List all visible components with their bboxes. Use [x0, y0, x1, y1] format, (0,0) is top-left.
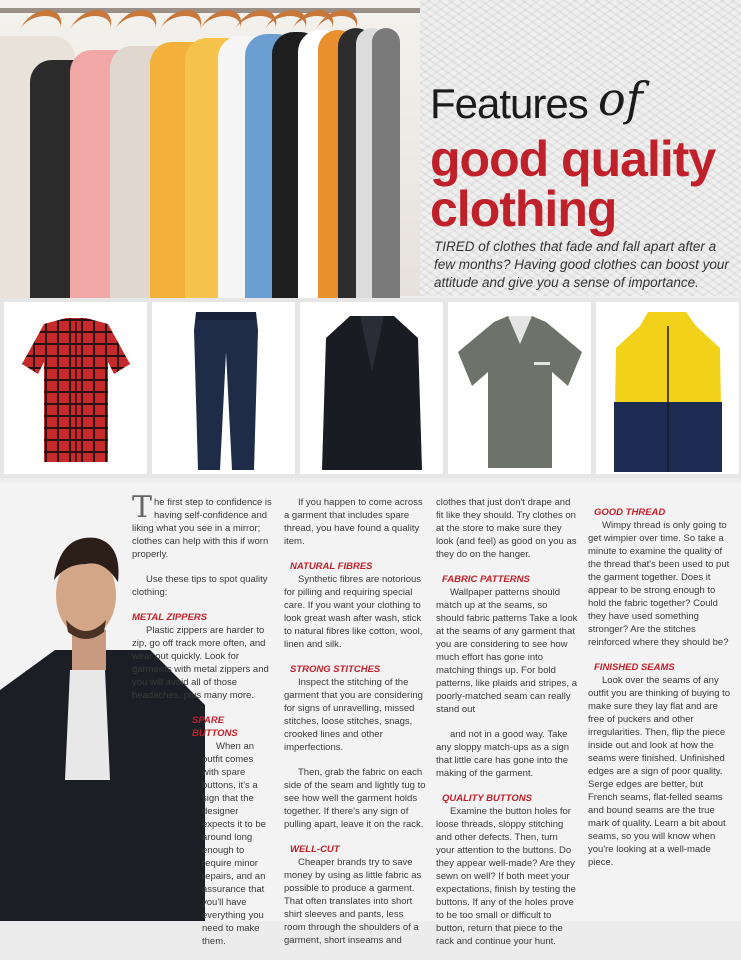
product-rain-jacket [596, 302, 739, 474]
heading-finished-seams: FINISHED SEAMS [594, 662, 675, 673]
polo-shirt-icon [448, 302, 591, 474]
fabric-patterns-paragraph-2: and not in a good way. Take any sloppy match-ups as a sign that little care has gone into the making of the garment. [436, 729, 570, 779]
heading-strong-stitches: STRONG STITCHES [290, 664, 381, 675]
good-thread-paragraph: Wimpy thread is only going to get wimpier over time. So take a minute to examine the quality of the thread that's been used to put the garment together. Does it appear to be strong enough to hold the fabric together? Could they have used something stronger? Are the stitches reinforced where they should be? [588, 520, 730, 648]
heading-quality-buttons: QUALITY BUTTONS [442, 793, 532, 804]
title-block [420, 0, 741, 296]
clothes-rail [0, 8, 420, 13]
heading-good-thread: GOOD THREAD [594, 507, 666, 518]
natural-fibres-paragraph: Synthetic fibres are notorious for pilling and requiring special care. If you want your clothing to look great wash after wash, stick to natural fibres like cotton, wool, linen and silk. [284, 574, 423, 650]
title-word-features: Features [430, 80, 588, 127]
title-line-clothing: clothing [430, 181, 617, 237]
red-plaid-shirt-icon [4, 302, 147, 474]
heading-natural-fibres: NATURAL FIBRES [290, 561, 373, 572]
product-strip [0, 298, 741, 478]
quality-buttons-paragraph: Examine the button holes for loose threads, sloppy stitching and other defects. Then, turn your attention to the buttons. Do they appear well-made? Are they sewn on well? If both meet your expectations, finish by testing the buttons. If any of the holes prove to be too small or difficult to button, return that piece to the rack and continue your hunt. [436, 806, 576, 947]
blazer-icon [300, 302, 443, 474]
heading-well-cut: WELL-CUT [290, 844, 340, 855]
col2-intro-paragraph: If you happen to come across a garment that includes spare thread, you have found a quality item. [284, 497, 423, 547]
strong-stitches-paragraph-2: Then, grab the fabric on each side of the seam and lightly tug to see how well the garment holds together. If there's any sign of pulling apart, leave it on the rack. [284, 767, 426, 830]
article-body [0, 482, 741, 947]
col3-continued-paragraph: clothes that just don't drape and fit like they should. Try clothes on at the store to make sure they look (and feel) as good on you as they do on the hanger. [436, 497, 577, 560]
fabric-patterns-paragraph-1: Wallpaper patterns should match up at the seams, so should fabric patterns Take a look at the seams of any garment that you are considering to see how much effort has gone into matching things up. For bold patterns, like plaids and stripes, a poorly-matched seam can really stand out [436, 587, 578, 715]
well-cut-paragraph: Cheaper brands try to save money by using as little fabric as possible to produce a garment. That often translates into short shirt sleeves and pants, less room through the shoulders of a garment, short inseams and [284, 857, 422, 946]
finished-seams-paragraph: Look over the seams of any outfit you are thinking of buying to make sure they lay flat and are free of puckers and other irregularities. Then, flip the piece inside out and look at how the seams were finished. Unfinished edges are a sign of poor quality. Serge edges are better, but French seams, flat-felled seams and bound seams are the true mark of quality. Learn a bit about seams, so you will know when you're looking at a well-made piece. [588, 675, 731, 868]
heading-spare-buttons: SPARE BUTTONS [192, 715, 238, 739]
product-polo [448, 302, 591, 474]
article-column-4 [588, 506, 734, 881]
product-plaid-shirt [4, 302, 147, 474]
title-line-good-quality: good quality [430, 131, 716, 187]
heading-fabric-patterns: FABRIC PATTERNS [442, 574, 530, 585]
col1-intro-paragraph: he first step to confidence is having self-confidence and liking what you see in a mirror; clothes can help with this if worn properly. [132, 497, 272, 560]
article-column-2 [284, 496, 426, 959]
dropcap-letter: T [132, 490, 153, 525]
title-word-of: of [598, 72, 643, 126]
strong-stitches-paragraph-1: Inspect the stitching of the garment that you are considering for signs of unravelling, missed stitches, loose stitches, snags, crooked lines and other imperfections. [284, 677, 423, 753]
col1-tips-paragraph: Use these tips to spot quality clothing: [132, 574, 268, 598]
spare-buttons-paragraph: When an outfit comes with spare buttons, it's a sign that the designer expects it to be around long enough to require minor repairs, and an assurance that you'll have everything you need to make them. [202, 741, 266, 947]
rain-jacket-icon [596, 302, 739, 474]
metal-zippers-paragraph: Plastic zippers are harder to zip, go off track more often, and wear out quickly. Look for garments with metal zippers and you will avoid all of those headaches, plus many more. [132, 625, 269, 701]
jeans-icon [152, 302, 295, 474]
hero-photo-clothes-rack [0, 0, 420, 296]
product-blazer [300, 302, 443, 474]
heading-metal-zippers: METAL ZIPPERS [132, 612, 208, 623]
intro-text: TIRED of clothes that fade and fall apart after a few months? Having good clothes can boost your attitude and give you a sense of importance. [434, 239, 729, 290]
article-column-1 [132, 490, 272, 960]
article-column-3 [436, 496, 578, 960]
product-jeans [152, 302, 295, 474]
